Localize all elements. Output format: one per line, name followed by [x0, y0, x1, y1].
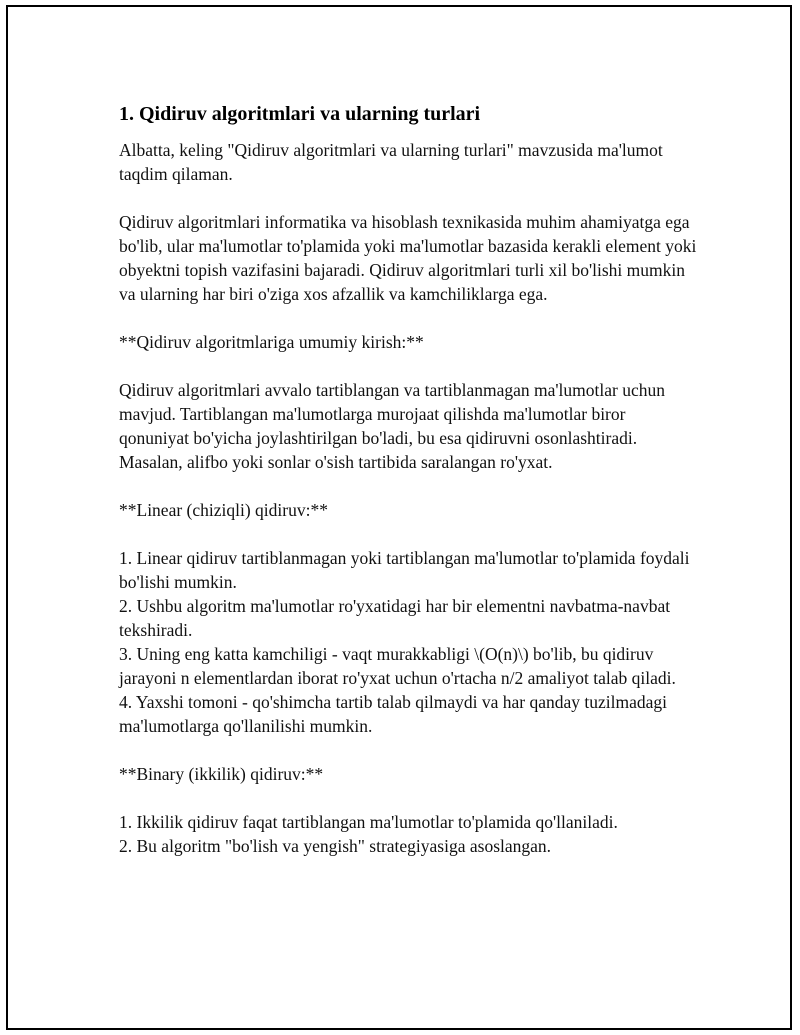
section-heading-general: **Qidiruv algoritmlariga umumiy kirish:** [119, 332, 424, 352]
list-item: 1. Linear qidiruv tartiblanmagan yoki tartiblangan ma'lumotlar to'plamida foydali bo'lishi mumkin. [119, 548, 690, 592]
document-body [119, 100, 699, 882]
list-item: 1. Ikkilik qidiruv faqat tartiblangan ma'lumotlar to'plamida qo'llaniladi. [119, 812, 618, 832]
binary-search-list [119, 810, 699, 858]
list-item: 2. Bu algoritm "bo'lish va yengish" strategiyasiga asoslangan. [119, 836, 552, 856]
page-frame [6, 5, 792, 1030]
linear-search-list [119, 546, 699, 738]
list-item: 2. Ushbu algoritm ma'lumotlar ro'yxatidagi har bir elementni navbatma-navbat tekshiradi. [119, 596, 671, 640]
section-heading-binary: **Binary (ikkilik) qidiruv:** [119, 764, 324, 784]
intro-paragraph: Albatta, keling "Qidiruv algoritmlari va ularning turlari" mavzusida ma'lumot taqdim qilaman. [119, 140, 663, 184]
overview-paragraph: Qidiruv algoritmlari informatika va hisoblash texnikasida muhim ahamiyatga ega bo'lib, ular ma'lumotlar to'plamida yoki ma'lumotlar bazasida kerakli element yoki obyektni topish vazifasini bajaradi. Qidiruv algoritmlari turli xil bo'lishi mumkin va ularning har biri o'ziga xos afzallik va kamchiliklarga ega. [119, 212, 697, 304]
section-heading-linear: **Linear (chiziqli) qidiruv:** [119, 500, 328, 520]
general-paragraph: Qidiruv algoritmlari avvalo tartiblangan va tartiblanmagan ma'lumotlar uchun mavjud. Tartiblangan ma'lumotlarga murojaat qilishda ma'lumotlar biror qonuniyat bo'yicha joylashtirilgan bo'ladi, bu esa qidiruvni osonlashtiradi. Masalan, alifbo yoki sonlar o'sish tartibida saralangan ro'yxat. [119, 380, 665, 472]
document-title: 1. Qidiruv algoritmlari va ularning turlari [119, 103, 481, 125]
list-item: 4. Yaxshi tomoni - qo'shimcha tartib talab qilmaydi va har qanday tuzilmadagi ma'lumotlarga qo'llanilishi mumkin. [119, 692, 667, 736]
list-item: 3. Uning eng katta kamchiligi - vaqt murakkabligi \(O(n)\) bo'lib, bu qidiruv jarayoni n elementlardan iborat ro'yxat uchun o'rtacha n/2 amaliyot talab qiladi. [119, 644, 676, 688]
